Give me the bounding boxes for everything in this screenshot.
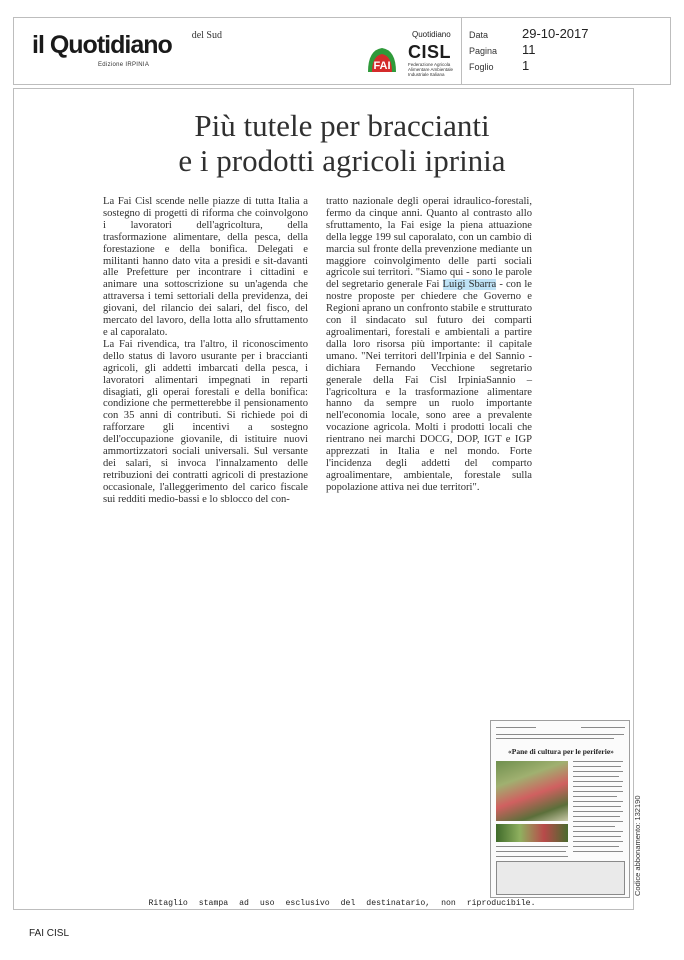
thumb-text-line: [573, 836, 621, 837]
thumb-text-line: [573, 831, 623, 832]
page-thumbnail[interactable]: [490, 720, 630, 898]
paragraph: [326, 196, 532, 494]
thumb-text-line: [573, 816, 620, 817]
thumb-text-line: [496, 727, 536, 728]
subscription-code: [633, 795, 647, 898]
thumb-text-line: [573, 781, 623, 782]
paragraph-text: - con le nostre proposte per chiedere che Governo e Regioni aprano un confronto stabile e strutturato con il sindacato sul futuro dei comparti agroalimentari, forestali e ambientali a partire dalla loro risorsa più importante: il capitale umano. "Nei territori dell'Irpinia e del Sannio - dichiara Fernando Vecchione segretario generale della Fai Cisl IrpiniaSannio – l'agricoltura e la trasformazione alimentare hanno da sempre un ruolo importante nell'economia locale, sono aree a prevalente vocazione agricola. Molti i prodotti locali che rientrano nei marchi DOCG, DOP, IGT e IGP apprezzati in Italia e nel mondo. Forte l'incidenza degli addetti del comparto agroalimentare, ambientale, forestale sulla popolazione attiva nei due territori".: [326, 279, 532, 493]
clipping-metadata: [461, 18, 671, 84]
thumb-text-line: [573, 796, 617, 797]
meta-value: 11: [522, 42, 536, 57]
newspaper-masthead: [32, 30, 228, 70]
thumb-text-line: [496, 734, 624, 735]
headline-line-2: e i prodotti agricoli iprinia: [178, 143, 506, 178]
masthead-subtitle: del Sud: [191, 30, 222, 41]
thumb-text-line: [573, 821, 623, 822]
thumbnail-photo-strip: [496, 824, 568, 842]
thumb-text-line: [573, 791, 623, 792]
logo-badge-text: FAI: [373, 60, 391, 72]
logo-name: CISL: [408, 42, 452, 62]
thumbnail-title: «Pane di cultura per le periferie»: [508, 747, 614, 756]
fai-cisl-logo: [366, 40, 461, 80]
thumb-text-line: [573, 826, 615, 827]
thumb-text-line: [573, 806, 621, 807]
thumb-text-line: [496, 846, 568, 847]
highlighted-name[interactable]: Luigi Sbarra: [442, 279, 497, 291]
thumb-text-line: [573, 776, 619, 777]
meta-row-page: [462, 42, 662, 58]
thumb-text-line: [573, 761, 623, 762]
article-column-2: [326, 196, 532, 494]
meta-row-sheet: [462, 58, 662, 74]
clipping-disclaimer: Ritaglio stampa ad uso esclusivo del destinatario, non riproducibile.: [148, 899, 536, 908]
thumb-text-line: [573, 771, 623, 772]
thumb-text-line: [573, 766, 621, 767]
paper-type-label: Quotidiano: [412, 30, 451, 39]
article-column-1: [103, 196, 308, 506]
thumb-text-line: [573, 851, 623, 852]
thumb-text-line: [496, 851, 566, 852]
logo-description: Federazione Agricola Alimentare Ambientale Industriale Italiana: [408, 62, 454, 78]
headline-line-1: Più tutele per braccianti: [194, 108, 490, 143]
thumb-text-line: [573, 801, 623, 802]
thumbnail-photo: [496, 761, 568, 821]
meta-key: Foglio: [469, 62, 494, 72]
meta-value: 1: [522, 58, 530, 73]
masthead-title: il Quotidiano: [32, 31, 172, 59]
masthead-edition: Edizione IRPINIA: [98, 62, 150, 68]
thumbnail-advertisement: [496, 861, 625, 895]
paragraph: La Fai Cisl scende nelle piazze di tutta Italia a sostegno di progetti di riforma che coinvolgono i lavoratori dell'agricoltura, della trasformazione alimentare, della pesca, della forestazione e della bonifica. Delegati e militanti hanno dato vita a presidi e sit-davanti alle Prefetture per incontrare i cittadini e animare una sottoscrizione su un'agenda che attraversa i temi settoriali della previdenza, dei giovani, del rilancio dei salari, del fisco, del mercato del lavoro, della lotta allo sfruttamento e al caporalato.: [103, 196, 308, 338]
meta-row-date: [462, 26, 662, 42]
thumb-text-line: [573, 811, 623, 812]
thumb-text-line: [573, 846, 619, 847]
paragraph-text: tratto nazionale degli operai idraulico-forestali, fermo da cinque anni. Quanto al contrasto allo sfruttamento, la Fai esige la piena attuazione della legge 199 sul caporalato, con un cambio di marcia sul fronte della prevenzione mediante un maggiore coinvolgimento delle parti sociali agricole sui territori. "Siamo qui - sono le parole del segretario generale Fai: [326, 196, 532, 291]
footer-label: FAI CISL: [29, 928, 70, 939]
thumb-text-line: [496, 856, 568, 857]
paragraph: La Fai rivendica, tra l'altro, il riconoscimento dello status di lavoro usurante per i braccianti agricoli, gli addetti imbarcati della pesca, i lavoratori alimentari impegnati in reparti disagiati, gli operai forestali e della bonifica: condizione che permetterebbe il pensionamento con 35 anni di contributi. Si richiede poi di rafforzare gli incentivi a sostegno dell'occupazione giovanile, di istituire nuovi ammortizzatori sociali universali. Sul versante dei salari, si invoca l'innalzamento delle retribuzioni dei contratti agricoli di prestazione occasionale, l'alleggerimento del carico fiscale sui redditi medio-bassi e lo sblocco del con-: [103, 338, 308, 505]
fai-badge-icon: [366, 46, 398, 74]
thumb-text-line: [496, 738, 614, 739]
page-header: [13, 17, 671, 85]
subscription-code-text: Codice abbonamento: 132190: [633, 795, 642, 896]
meta-value: 29-10-2017: [522, 26, 589, 41]
thumb-text-line: [581, 727, 625, 728]
article-headline: [0, 108, 684, 178]
thumb-text-line: [573, 841, 623, 842]
meta-key: Data: [469, 30, 489, 40]
thumb-text-line: [573, 786, 622, 787]
meta-key: Pagina: [469, 46, 498, 56]
